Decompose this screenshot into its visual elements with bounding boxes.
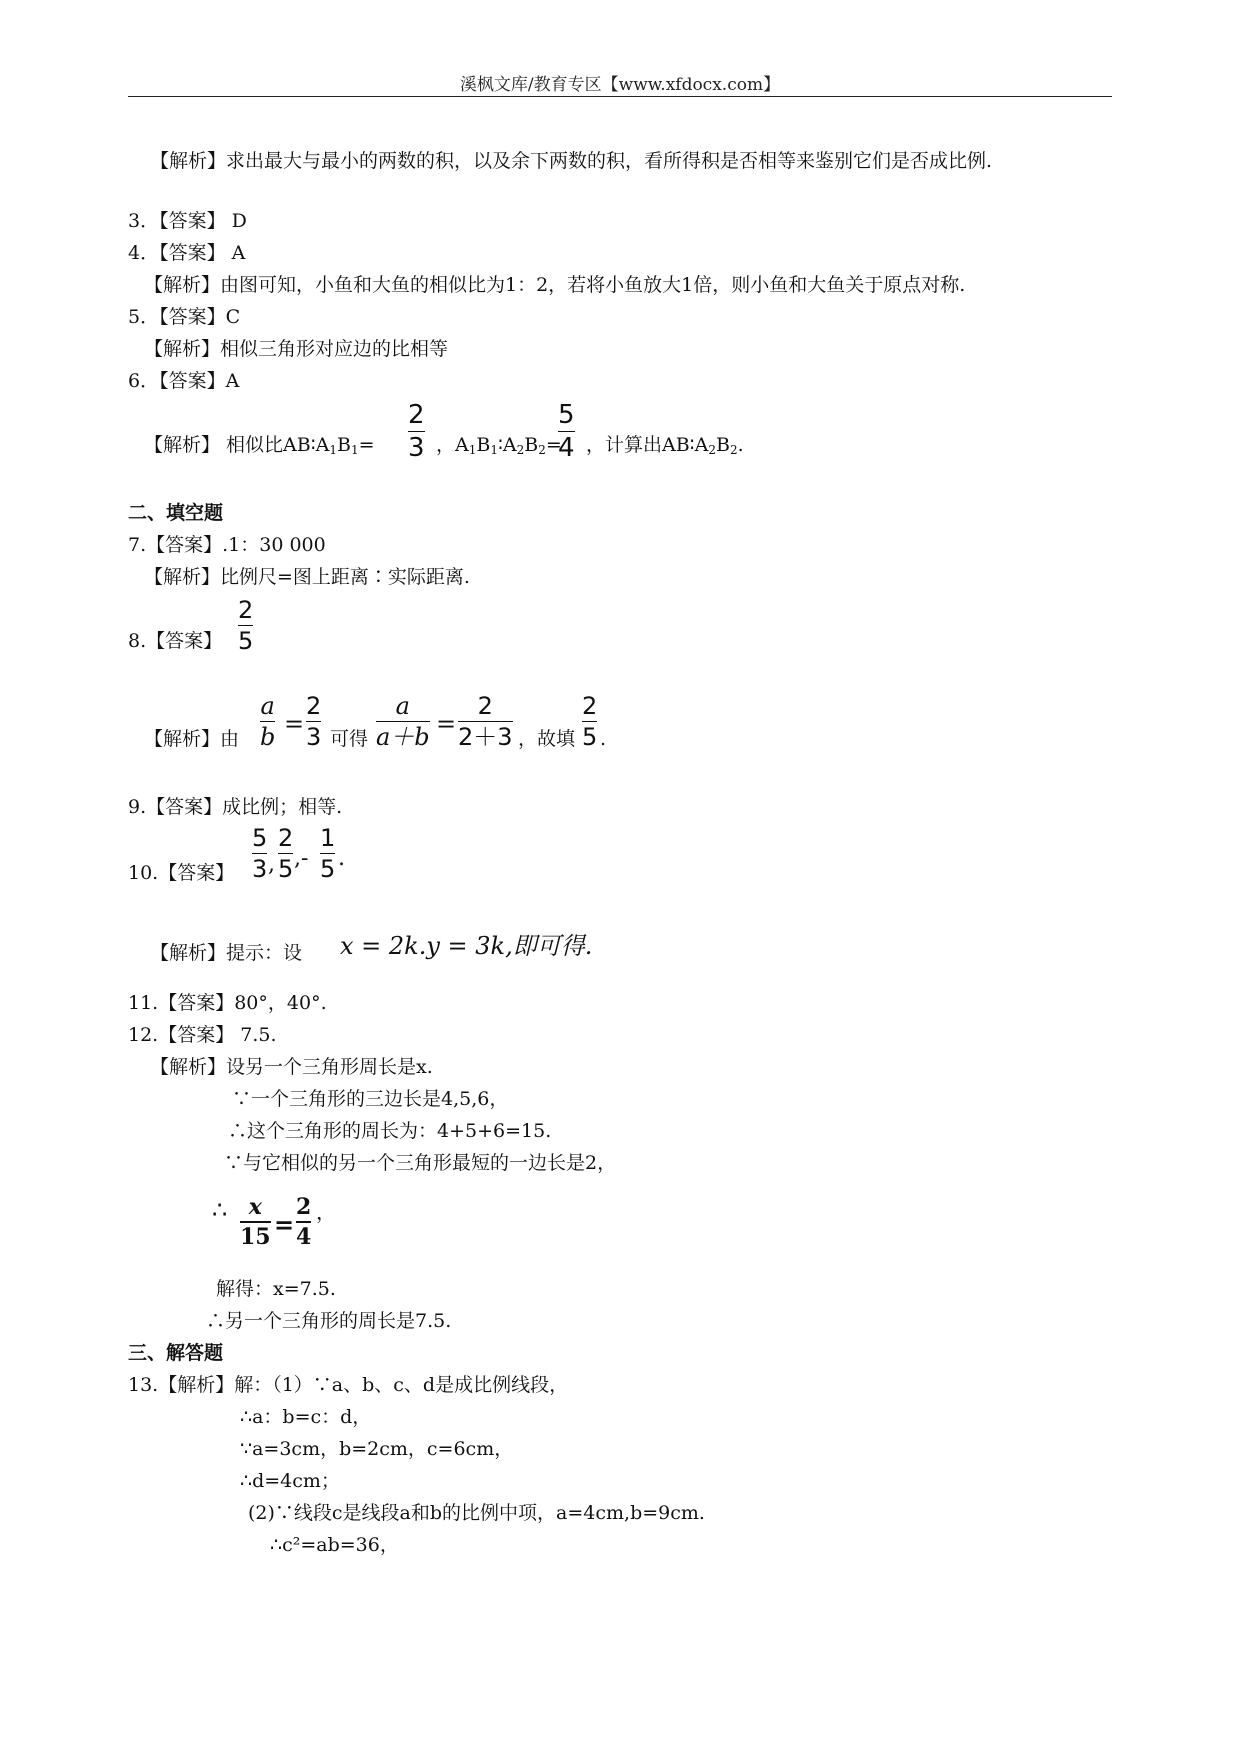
analysis-13: 13.【解析】解：（1）∵a、b、c、d是成比例线段，: [128, 1374, 569, 1396]
fraction-numerator: 2: [306, 692, 322, 720]
fraction-denominator: 3: [408, 433, 425, 463]
answer-6: 6．【答案】A: [128, 370, 240, 392]
fraction-q10-1: [252, 826, 267, 881]
analysis-13-e: ∴c²=ab=36，: [270, 1534, 399, 1556]
analysis-10-expr: x = 2k.y = 3k,即可得.: [340, 932, 593, 960]
equals-sign: =: [436, 710, 457, 738]
fraction-two-thirds: [408, 402, 425, 461]
answer-9: 9.【答案】成比例；相等.: [128, 796, 343, 818]
fraction-denominator: 3: [306, 723, 322, 751]
fraction-numerator: 2: [582, 692, 598, 720]
fraction-x-over-15: [240, 1196, 271, 1248]
answer-3: 3．【答案】 D: [128, 210, 247, 232]
analysis-12-f: 解得：x=7.5.: [216, 1278, 336, 1300]
analysis-6-prefix: 【解析】 相似比AB∶A: [144, 434, 330, 456]
fraction-numerator: a: [260, 692, 275, 720]
fraction-a-over-sum: [376, 694, 430, 749]
analysis-12-c: ∴这个三角形的周长为：4+5+6=15.: [228, 1120, 552, 1142]
equals-sign: =: [284, 710, 305, 738]
answer-7: 7.【答案】.1：30 000: [128, 534, 326, 556]
analysis-8-mid: 可得: [330, 728, 369, 750]
answer-11: 11.【答案】80°，40°.: [128, 992, 327, 1014]
fraction-denominator: b: [260, 723, 276, 751]
header-rule: [128, 96, 1112, 97]
page-header: 溪枫文库/教育专区【www.xfdocx.com】: [459, 75, 781, 95]
period: .: [600, 728, 607, 750]
analysis-line-2: 【解析】求出最大与最小的两数的积，以及余下两数的积，看所得积是否相等来鉴别它们是否成比例.: [150, 150, 993, 172]
fraction-denominator: 2＋3: [458, 723, 513, 751]
analysis-12: 【解析】设另一个三角形周长是x.: [150, 1056, 433, 1078]
fraction-denominator: 4: [296, 1224, 312, 1250]
fraction-numerator: 1: [320, 824, 336, 852]
analysis-13-a: ∴a：b=c：d，: [240, 1406, 372, 1428]
therefore-symbol: ∴: [212, 1196, 228, 1224]
fraction-numerator: 2: [408, 400, 425, 430]
fraction-numerator: 2: [296, 1194, 312, 1220]
comma: ，: [316, 1200, 336, 1224]
fraction-numerator: x: [248, 1194, 262, 1220]
fraction-ratio-2: [458, 694, 513, 749]
section-solutions: 三、解答题: [128, 1342, 224, 1364]
analysis-6-mid: ，$A_1B_1∶A_2B_2=$: [436, 434, 562, 457]
fraction-denominator: 5: [278, 855, 294, 883]
fraction-numerator: 2: [238, 596, 254, 624]
fraction-denominator: a＋b: [376, 723, 430, 751]
fraction-answer-8: [238, 598, 253, 653]
fraction-numerator: 2: [477, 692, 493, 720]
equals-sign: =: [274, 1210, 295, 1239]
analysis-13-d: (2)∵线段c是线段a和b的比例中项，a=4cm,b=9cm.: [248, 1502, 705, 1524]
fraction-denominator: 5: [238, 627, 254, 655]
analysis-13-b: ∵a=3cm，b=2cm，c=6cm，: [240, 1438, 514, 1460]
fraction-q10-3: [320, 826, 335, 881]
fraction-ratio-3: [582, 694, 597, 749]
answer-12: 12.【答案】 7.5.: [128, 1024, 277, 1046]
fraction-five-fourths: [558, 402, 575, 461]
answer-4: 4．【答案】 A: [128, 242, 246, 264]
section-fill-in: 二、填空题: [128, 502, 224, 524]
fraction-denominator: 5: [582, 723, 598, 751]
answer-5: 5．【答案】C: [128, 306, 241, 328]
analysis-6: 【解析】 相似比$AB∶A_1B_1=$: [144, 434, 375, 457]
analysis-8-prefix: 【解析】由: [144, 728, 240, 750]
analysis-13-c: ∴d=4cm；: [240, 1470, 340, 1492]
fraction-denominator: 3: [252, 855, 268, 883]
fraction-2-over-4: [296, 1196, 311, 1248]
fraction-a-over-b: [260, 694, 275, 749]
analysis-4: 【解析】由图可知，小鱼和大鱼的相似比为1：2，若将小鱼放大1倍，则小鱼和大鱼关于原点对称.: [144, 274, 966, 296]
analysis-8-tail: ，故填: [518, 728, 576, 750]
fraction-denominator: 15: [240, 1224, 271, 1250]
fraction-numerator: 5: [252, 824, 268, 852]
period: .: [338, 846, 345, 871]
comma-minus: ,-: [294, 846, 309, 871]
answer-8: 8.【答案】: [128, 630, 223, 652]
fraction-denominator: 5: [320, 855, 336, 883]
fraction-numerator: 5: [558, 400, 575, 430]
analysis-12-g: ∴另一个三角形的周长是7.5.: [206, 1310, 452, 1332]
analysis-12-d: ∵与它相似的另一个三角形最短的一边长是2，: [224, 1152, 617, 1174]
analysis-7: 【解析】比例尺=图上距离∶实际距离.: [144, 566, 470, 588]
analysis-6-suffix: ，计算出$AB∶A_2B_2$.: [586, 434, 744, 457]
fraction-numerator: 2: [278, 824, 294, 852]
analysis-12-b: ∵一个三角形的三边长是4,5,6，: [232, 1088, 509, 1110]
fraction-ratio-1: [306, 694, 321, 749]
comma: ,: [268, 852, 275, 877]
analysis-5: 【解析】相似三角形对应边的比相等: [144, 338, 449, 360]
analysis-10: 【解析】提示：设: [150, 942, 303, 964]
fraction-numerator: a: [395, 692, 410, 720]
fraction-denominator: 4: [558, 433, 575, 463]
answer-10: 10.【答案】: [128, 862, 235, 884]
fraction-q10-2: [278, 826, 293, 881]
